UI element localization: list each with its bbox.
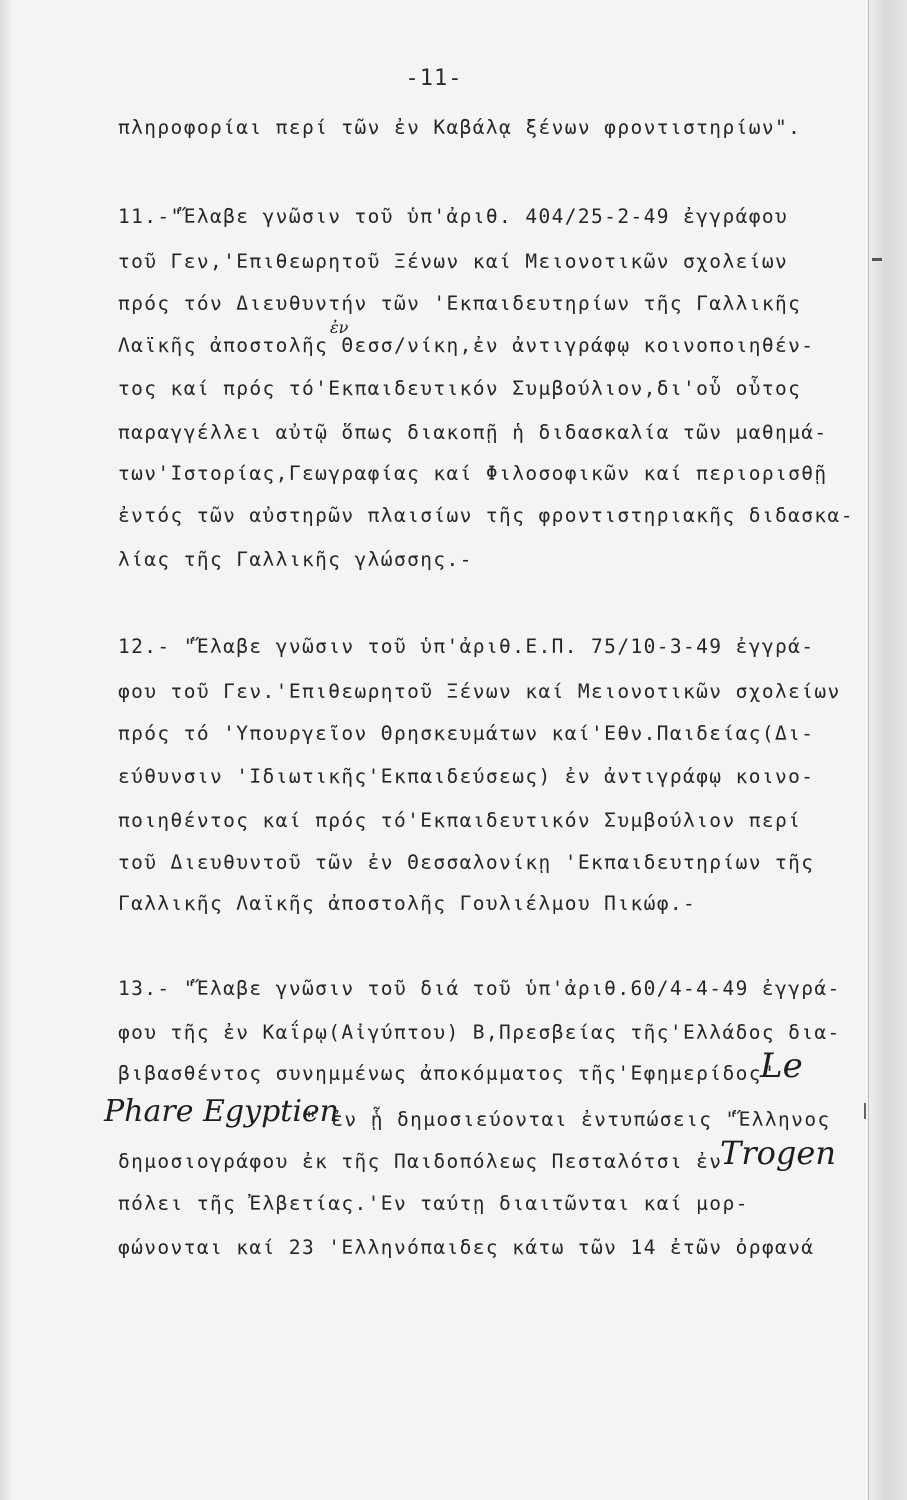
text-line: λίας τῆς Γαλλικῆς γλώσσης.- bbox=[118, 548, 473, 571]
text-line: 11.-"Ἔλαβε γνῶσιν τοῦ ὑπ'ἀριθ. 404/25-2-49 ἐγγράφου bbox=[118, 205, 789, 228]
handwritten-le: Le bbox=[760, 1046, 803, 1086]
text-line: πρός τόν Διευθυντήν τῶν 'Εκπαιδευτηρίων τῆς Γαλλικῆς bbox=[118, 292, 802, 315]
text-line: ἐντός τῶν αὐστηρῶν πλαισίων τῆς φροντιστηριακῆς διδασκα- bbox=[118, 504, 854, 527]
text-line: φώνονται καί 23 'Ελληνόπαιδες κάτω τῶν 14 ἐτῶν ὀρφανά bbox=[118, 1236, 815, 1259]
text-line: φου τοῦ Γεν.'Επιθεωρητοῦ Ξένων καί Μειονοτικῶν σχολείων bbox=[118, 680, 841, 703]
text-line: παραγγέλλει αὐτῷ ὅπως διακοπῇ ἡ διδασκαλία τῶν μαθημά- bbox=[118, 421, 828, 444]
text-line: ποιηθέντος καί πρός τό'Εκπαιδευτικόν Συμβούλιον περί bbox=[118, 809, 802, 832]
text-line: τοῦ Διευθυντοῦ τῶν ἐν Θεσσαλονίκῃ 'Εκπαιδευτηρίων τῆς bbox=[118, 851, 815, 874]
handwritten-insertion: ἐν bbox=[330, 318, 349, 337]
handwritten-phare-egyptien: Phare Egyptien bbox=[104, 1094, 340, 1129]
text-line: φου τῆς ἐν Καΐρῳ(Αἰγύπτου) Β,Πρεσβείας τῆς'Ελλάδος δια- bbox=[118, 1021, 841, 1044]
scan-binding-strip bbox=[868, 0, 907, 1500]
text-line: Γαλλικῆς Λαϊκῆς ἀποστολῆς Γουλιέλμου Πικώφ.- bbox=[118, 892, 697, 915]
text-line: 13.- "Ἔλαβε γνῶσιν τοῦ διά τοῦ ὑπ'ἀριθ.60/4-4-49 ἐγγρά- bbox=[118, 977, 841, 1000]
margin-mark bbox=[872, 258, 882, 261]
scan-edge-shadow bbox=[0, 0, 14, 1500]
text-line: δημοσιογράφου ἐκ τῆς Παιδοπόλεως Πεσταλότσι ἐν bbox=[118, 1150, 723, 1173]
text-line: πρός τό 'Υπουργεῖον Θρησκευμάτων καί'Εθν.Παιδείας(Δι- bbox=[118, 722, 815, 745]
page-number: -11- bbox=[405, 66, 463, 91]
text-line: εύθυνσιν 'Ιδιωτικῆς'Εκπαιδεύσεως) ἐν ἀντιγράφῳ κοινο- bbox=[118, 765, 815, 788]
text-line: πληροφορίαι περί τῶν ἐν Καβάλᾳ ξένων φροντιστηρίων". bbox=[118, 116, 802, 139]
text-line: 12.- "Ἔλαβε γνῶσιν τοῦ ὑπ'ἀριθ.Ε.Π. 75/10-3-49 ἐγγρά- bbox=[118, 635, 815, 658]
text-line: Λαϊκῆς ἀποστολῆς Θεσσ/νίκη,ἐν ἀντιγράφῳ κοινοποιηθέν- bbox=[118, 334, 815, 357]
margin-mark bbox=[864, 1103, 866, 1119]
text-line: " ἐν ᾗ δημοσιεύονται ἐντυπώσεις "Ἕλληνος bbox=[305, 1108, 831, 1131]
text-line: βιβασθέντος συνημμένως ἀποκόμματος τῆς'Εφημερίδος" bbox=[118, 1062, 775, 1085]
text-line: πόλει τῆς Ἐλβετίας.'Εν ταύτῃ διαιτῶνται καί μορ- bbox=[118, 1192, 749, 1215]
text-line: τος καί πρός τό'Εκπαιδευτικόν Συμβούλιον,δι'οὗ οὗτος bbox=[118, 377, 802, 400]
handwritten-trogen: Trogen bbox=[720, 1134, 836, 1172]
text-line: των'Ιστορίας,Γεωγραφίας καί Φιλοσοφικῶν καί περιορισθῇ bbox=[118, 462, 828, 485]
text-line: τοῦ Γεν,'Επιθεωρητοῦ Ξένων καί Μειονοτικῶν σχολείων bbox=[118, 250, 789, 273]
